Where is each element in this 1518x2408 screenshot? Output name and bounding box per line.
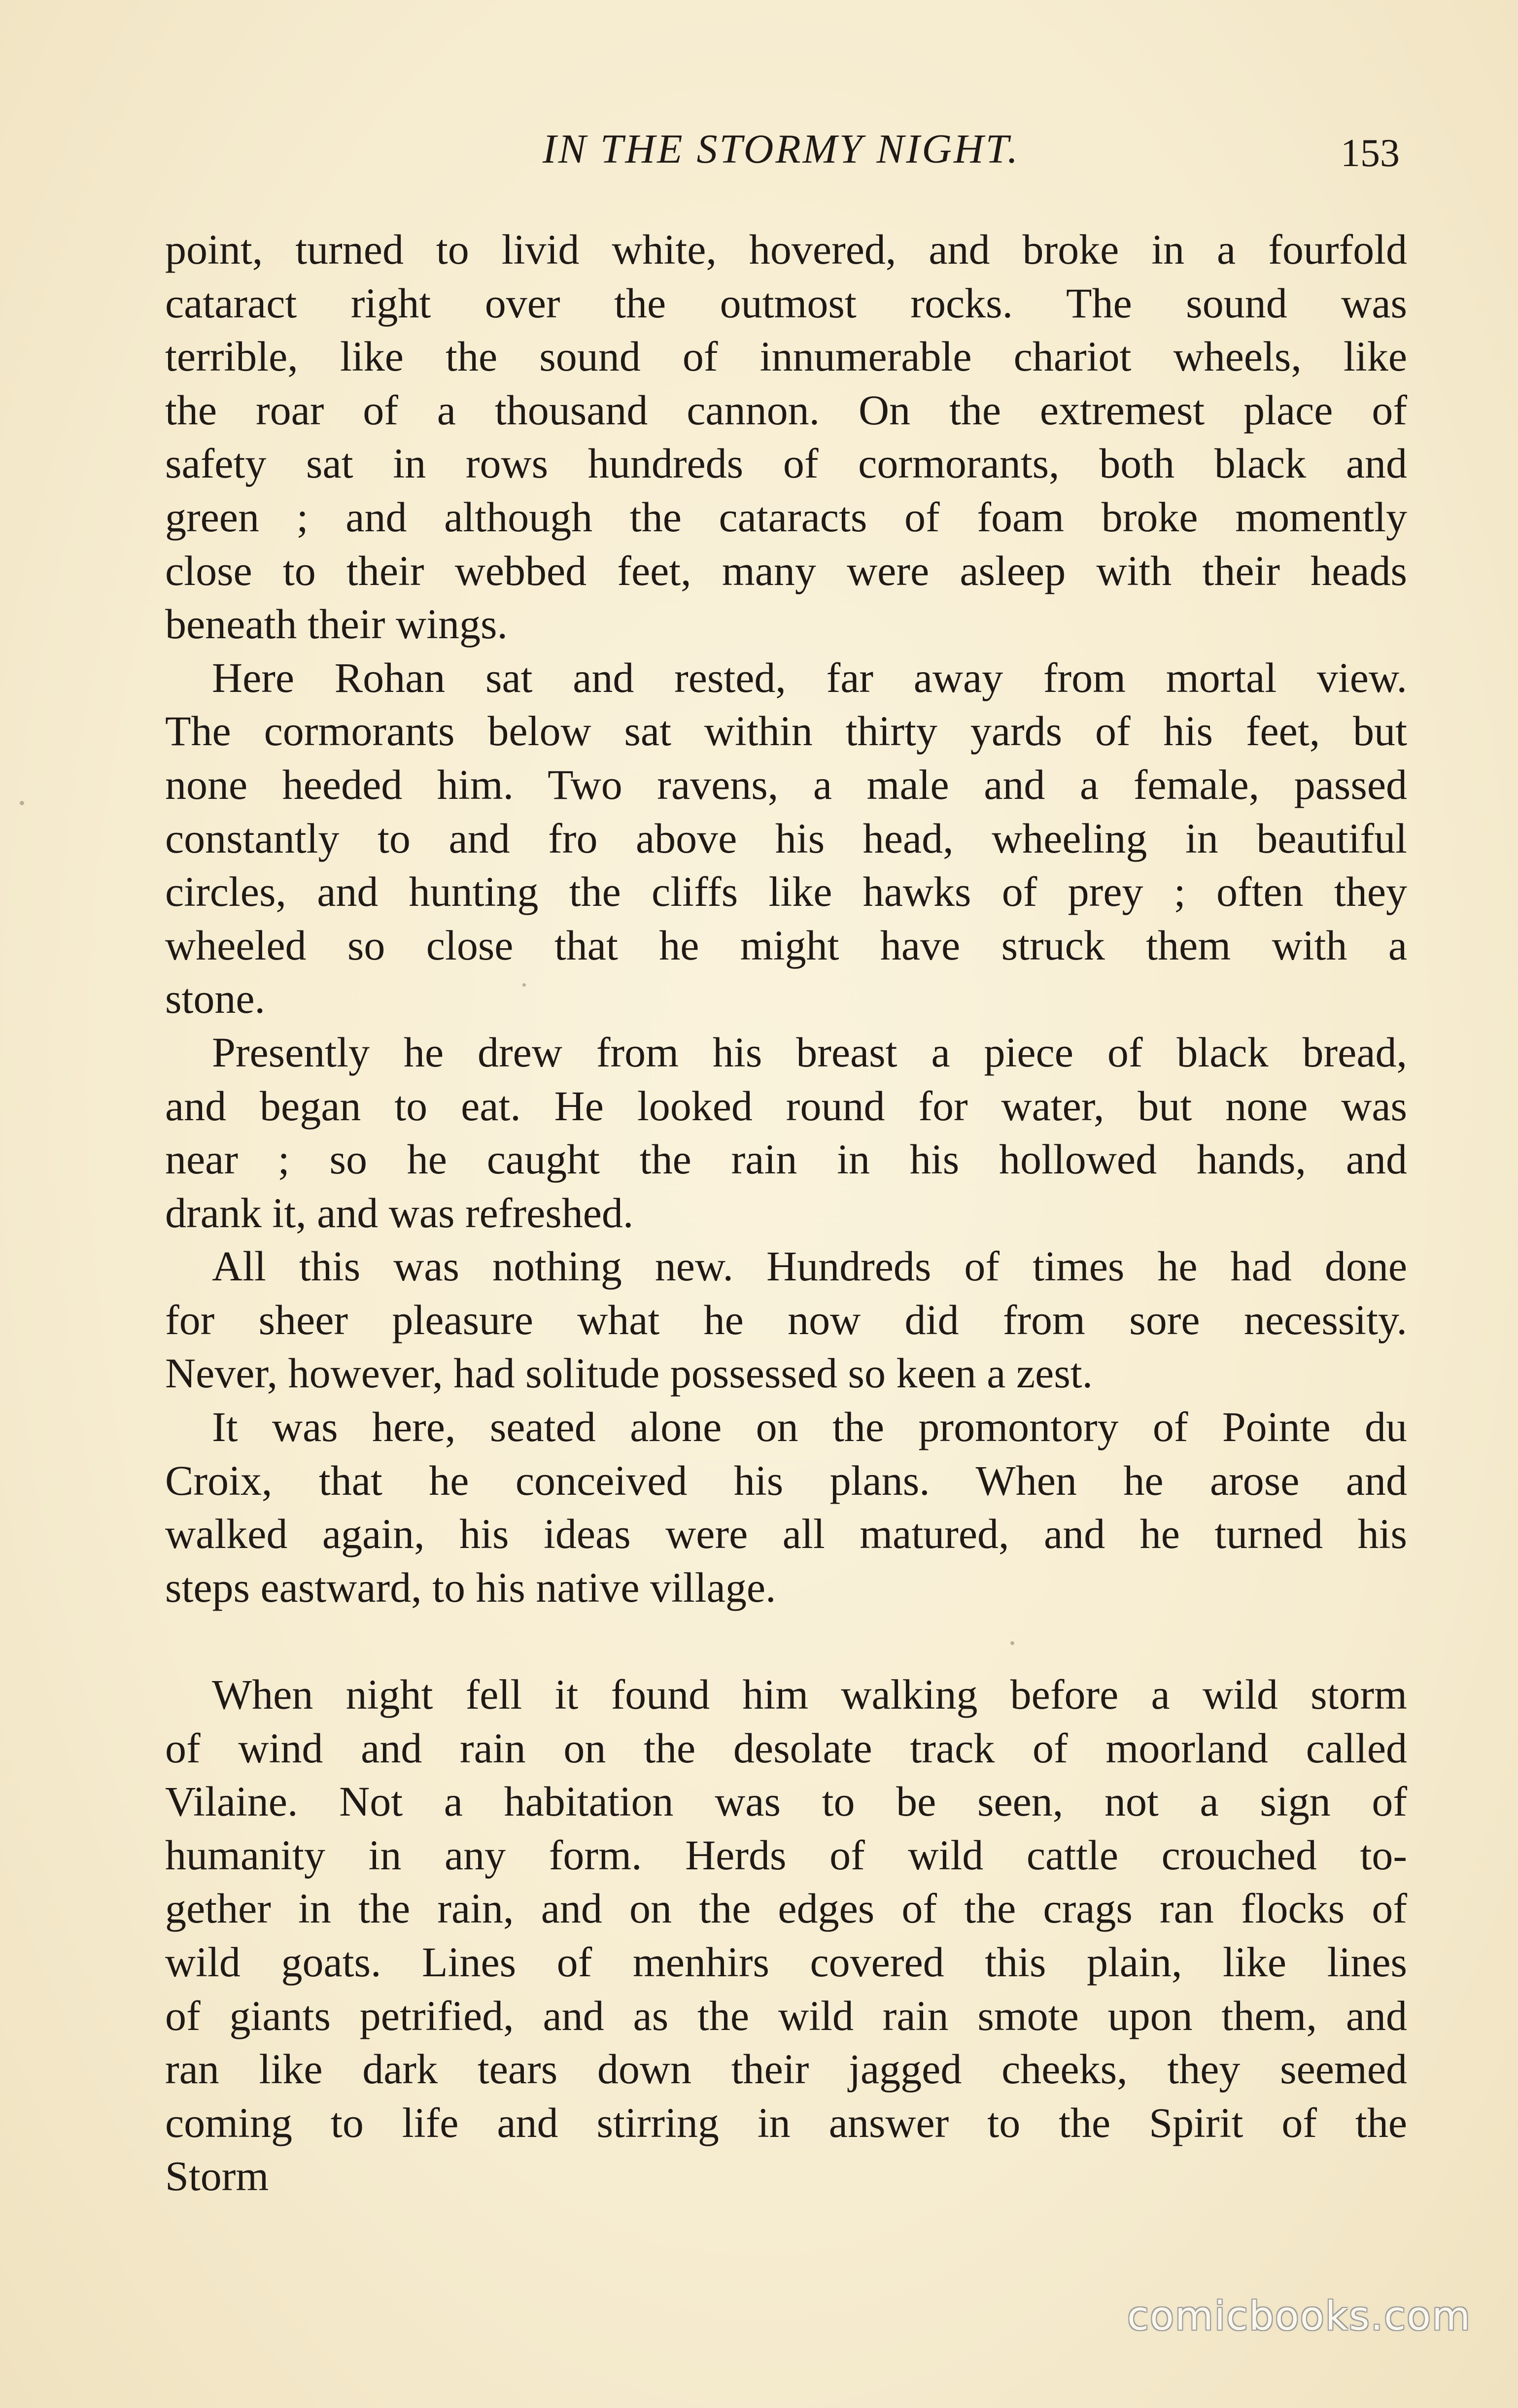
text-line: Presently he drew from his breast a piece of black bread,	[212, 1028, 1407, 1076]
text-line: circles, and hunting the cliffs like hawks of prey ; often they	[165, 868, 1407, 916]
paper-speck	[522, 983, 526, 987]
text-line: close to their webbed feet, many were asleep with their heads	[165, 547, 1407, 594]
text-line: beneath their wings.	[165, 600, 508, 648]
text-line: coming to life and stirring in answer to the Spirit of the	[165, 2098, 1407, 2146]
text-line: near ; so he caught the rain in his hollowed hands, and	[165, 1135, 1407, 1183]
running-title: IN THE STORMY NIGHT.	[542, 126, 1020, 172]
text-line: constantly to and fro above his head, wheeling in beautiful	[165, 814, 1407, 862]
text-line: stone.	[165, 975, 266, 1023]
text-line: gether in the rain, and on the edges of the crags ran flocks of	[165, 1885, 1407, 1932]
text-line: of wind and rain on the desolate track of moorland called	[165, 1724, 1407, 1772]
text-line: When night fell it found him walking before a wild storm	[212, 1671, 1407, 1719]
text-line: for sheer pleasure what he now did from sore necessity.	[165, 1296, 1407, 1343]
text-line: green ; and although the cataracts of foam broke momently	[165, 493, 1407, 541]
site-watermark: comicbooks.com	[1127, 2293, 1471, 2339]
text-line: of giants petrified, and as the wild rain smote upon them, and	[165, 1992, 1407, 2039]
text-line: Never, however, had solitude possessed so keen a zest.	[165, 1349, 1093, 1397]
text-line: ran like dark tears down their jagged cheeks, they seemed	[165, 2045, 1407, 2093]
text-line: Storm	[165, 2152, 269, 2200]
text-line: and began to eat. He looked round for water, but none was	[165, 1082, 1407, 1130]
text-line: safety sat in rows hundreds of cormorants, both black and	[165, 440, 1407, 487]
text-line: Here Rohan sat and rested, far away from mortal view.	[212, 654, 1407, 701]
text-line: Croix, that he conceived his plans. When he arose and	[165, 1456, 1407, 1504]
text-line: the roar of a thousand cannon. On the extremest place of	[165, 386, 1407, 434]
text-line: point, turned to livid white, hovered, and broke in a fourfold	[165, 226, 1407, 273]
text-line: wild goats. Lines of menhirs covered this plain, like lines	[165, 1938, 1407, 1986]
running-header	[163, 122, 1400, 176]
text-line: drank it, and was refreshed.	[165, 1189, 634, 1237]
body-text	[165, 223, 1407, 2203]
paper-speck	[1010, 1641, 1014, 1645]
text-line: wheeled so close that he might have struck them with a	[165, 921, 1407, 969]
paper-speck	[20, 801, 24, 805]
text-line: walked again, his ideas were all matured, and he turned his	[165, 1510, 1407, 1558]
text-line: cataract right over the outmost rocks. The sound was	[165, 279, 1407, 327]
text-line: The cormorants below sat within thirty yards of his feet, but	[165, 707, 1407, 755]
text-line: All this was nothing new. Hundreds of times he had done	[212, 1242, 1407, 1290]
text-line: terrible, like the sound of innumerable chariot wheels, like	[165, 333, 1407, 380]
section-break	[165, 1614, 1407, 1668]
text-line: It was here, seated alone on the promontory of Pointe du	[212, 1403, 1407, 1451]
text-line: steps eastward, to his native village.	[165, 1563, 776, 1611]
text-line: humanity in any form. Herds of wild cattle crouched to-	[165, 1831, 1407, 1879]
text-line: Vilaine. Not a habitation was to be seen, not a sign of	[165, 1778, 1407, 1825]
page-number: 153	[1341, 132, 1400, 175]
text-line: none heeded him. Two ravens, a male and a female, passed	[165, 760, 1407, 808]
